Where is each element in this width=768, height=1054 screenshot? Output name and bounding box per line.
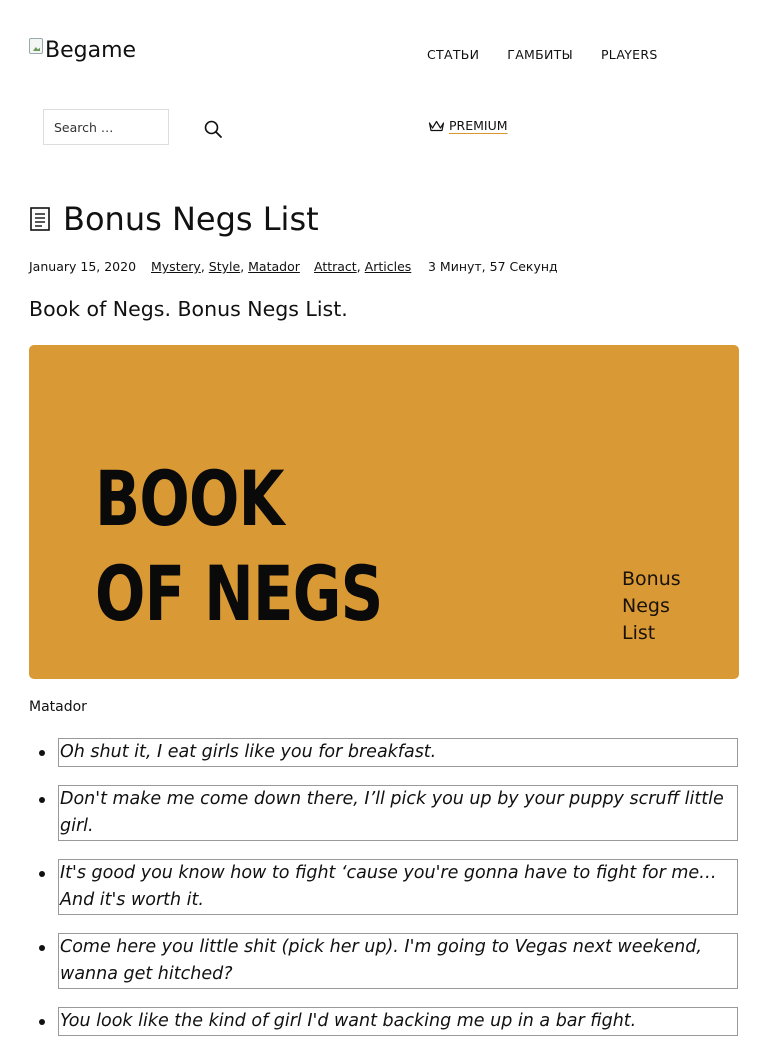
premium-link[interactable]: [428, 118, 508, 133]
site-logo[interactable]: [29, 38, 136, 63]
neg-text: It's good you know how to fight ‘cause you're gonna have to fight for me… And it's worth it.: [58, 859, 738, 915]
author-name: Matador: [29, 699, 87, 715]
banner-title-line-1: BOOK: [95, 454, 284, 543]
reading-time: 3 Минут, 57 Секунд: [428, 259, 558, 274]
tag-link-style[interactable]: Style: [208, 259, 241, 274]
search-input[interactable]: [43, 109, 169, 145]
nav-item-articles[interactable]: СТАТЬИ: [427, 47, 480, 62]
logo-alt-text: Begame: [45, 38, 137, 63]
bullet: [39, 1019, 45, 1025]
tag-link-matador[interactable]: Matador: [248, 259, 300, 274]
search-icon: [203, 119, 223, 139]
post-date: January 15, 2020: [29, 259, 137, 274]
featured-image: [29, 345, 739, 679]
list-item: [29, 859, 741, 915]
category-link-attract[interactable]: Attract: [314, 259, 357, 274]
search-button[interactable]: [203, 119, 223, 139]
document-icon: [29, 206, 51, 232]
neg-text: Come here you little shit (pick her up). I'm going to Vegas next weekend, wanna get hitched?: [58, 933, 738, 989]
broken-image-icon: [29, 38, 43, 54]
nav-item-gambits[interactable]: ГАМБИТЫ: [507, 47, 573, 62]
bullet: [39, 945, 45, 951]
bullet: [39, 797, 45, 803]
post-subtitle: Book of Negs. Bonus Negs List.: [29, 297, 348, 321]
banner-subtitle-line-2: Negs: [622, 595, 670, 617]
category-link-articles[interactable]: Articles: [364, 259, 412, 274]
post-title-row: [29, 200, 319, 238]
list-item: [29, 933, 741, 989]
negs-list: [29, 738, 741, 1054]
post-tags: Mystery, Style, Matador: [151, 259, 300, 274]
bullet: [39, 871, 45, 877]
banner-title-line-2: OF NEGS: [95, 549, 383, 638]
nav-item-players[interactable]: PLAYERS: [600, 47, 658, 62]
premium-label: PREMIUM: [449, 118, 508, 133]
list-item: [29, 785, 741, 841]
list-item: [29, 738, 741, 767]
crown-icon: [428, 120, 445, 132]
list-item: [29, 1007, 741, 1036]
neg-text: Don't make me come down there, I’ll pick you up by your puppy scruff little girl.: [58, 785, 738, 841]
tag-link-mystery[interactable]: Mystery: [151, 259, 201, 274]
banner-subtitle-line-3: List: [622, 622, 656, 644]
neg-text: You look like the kind of girl I'd want backing me up in a bar fight.: [58, 1007, 738, 1036]
post-categories: Attract, Articles: [314, 259, 412, 274]
bullet: [39, 750, 45, 756]
main-nav: [427, 47, 658, 62]
banner-subtitle: [622, 566, 681, 647]
page-title: Bonus Negs List: [63, 200, 319, 238]
neg-text: Oh shut it, I eat girls like you for breakfast.: [58, 738, 738, 767]
banner-subtitle-line-1: Bonus: [622, 568, 681, 590]
